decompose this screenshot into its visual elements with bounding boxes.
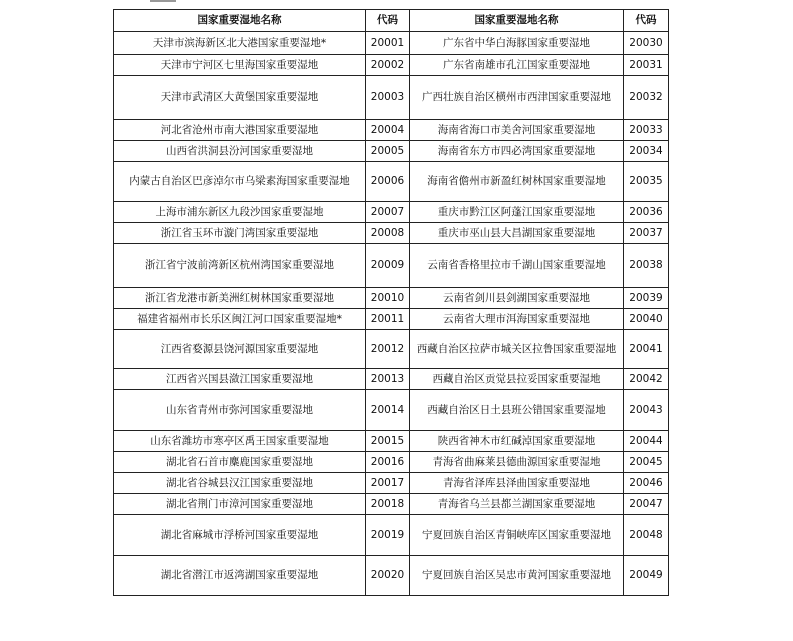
right-wetland-code: 20049 <box>624 556 669 596</box>
left-wetland-code: 20016 <box>366 452 410 473</box>
left-wetland-name: 上海市浦东新区九段沙国家重要湿地 <box>114 202 366 223</box>
table-row <box>114 55 669 76</box>
left-wetland-name: 湖北省谷城县汉江国家重要湿地 <box>114 473 366 494</box>
left-wetland-code: 20008 <box>366 223 410 244</box>
right-wetland-name: 云南省大理市洱海国家重要湿地 <box>410 309 624 330</box>
right-wetland-name: 陕西省神木市红碱淖国家重要湿地 <box>410 431 624 452</box>
right-wetland-name: 青海省曲麻莱县德曲源国家重要湿地 <box>410 452 624 473</box>
table-row <box>114 515 669 556</box>
right-wetland-code: 20044 <box>624 431 669 452</box>
wetland-table <box>113 9 669 596</box>
table-row <box>114 141 669 162</box>
right-wetland-code: 20037 <box>624 223 669 244</box>
right-wetland-code: 20042 <box>624 369 669 390</box>
table-row <box>114 473 669 494</box>
right-wetland-code: 20046 <box>624 473 669 494</box>
right-wetland-code: 20031 <box>624 55 669 76</box>
left-wetland-name: 内蒙古自治区巴彦淖尔市乌梁素海国家重要湿地 <box>114 162 366 202</box>
right-wetland-name: 青海省泽库县泽曲国家重要湿地 <box>410 473 624 494</box>
left-wetland-name: 江西省兴国县潋江国家重要湿地 <box>114 369 366 390</box>
table-row <box>114 76 669 120</box>
left-wetland-code: 20004 <box>366 120 410 141</box>
header-code-right: 代码 <box>624 10 669 32</box>
table-row <box>114 309 669 330</box>
right-wetland-name: 广东省中华白海豚国家重要湿地 <box>410 32 624 55</box>
table-row <box>114 494 669 515</box>
left-wetland-code: 20007 <box>366 202 410 223</box>
table-row <box>114 120 669 141</box>
right-wetland-name: 西藏自治区日土县班公错国家重要湿地 <box>410 390 624 431</box>
right-wetland-code: 20033 <box>624 120 669 141</box>
right-wetland-code: 20039 <box>624 288 669 309</box>
left-wetland-code: 20002 <box>366 55 410 76</box>
right-wetland-name: 广西壮族自治区横州市西津国家重要湿地 <box>410 76 624 120</box>
header-name-right: 国家重要湿地名称 <box>410 10 624 32</box>
right-wetland-name: 广东省南雄市孔江国家重要湿地 <box>410 55 624 76</box>
right-wetland-name: 青海省乌兰县都兰湖国家重要湿地 <box>410 494 624 515</box>
header-row <box>114 10 669 32</box>
left-wetland-name: 山东省青州市弥河国家重要湿地 <box>114 390 366 431</box>
right-wetland-name: 云南省香格里拉市千湖山国家重要湿地 <box>410 244 624 288</box>
table-row <box>114 390 669 431</box>
left-wetland-code: 20014 <box>366 390 410 431</box>
right-wetland-name: 西藏自治区贡觉县拉妥国家重要湿地 <box>410 369 624 390</box>
right-wetland-name: 重庆市巫山县大昌湖国家重要湿地 <box>410 223 624 244</box>
right-wetland-name: 重庆市黔江区阿蓬江国家重要湿地 <box>410 202 624 223</box>
header-code-left: 代码 <box>366 10 410 32</box>
left-wetland-name: 福建省福州市长乐区闽江河口国家重要湿地* <box>114 309 366 330</box>
right-wetland-code: 20032 <box>624 76 669 120</box>
left-wetland-code: 20015 <box>366 431 410 452</box>
table-row <box>114 32 669 55</box>
table-row <box>114 369 669 390</box>
left-wetland-code: 20005 <box>366 141 410 162</box>
left-wetland-code: 20017 <box>366 473 410 494</box>
table-row <box>114 330 669 369</box>
right-wetland-name: 海南省儋州市新盈红树林国家重要湿地 <box>410 162 624 202</box>
table-row <box>114 452 669 473</box>
left-wetland-name: 浙江省龙港市新美洲红树林国家重要湿地 <box>114 288 366 309</box>
right-wetland-code: 20047 <box>624 494 669 515</box>
left-wetland-name: 河北省沧州市南大港国家重要湿地 <box>114 120 366 141</box>
right-wetland-code: 20048 <box>624 515 669 556</box>
left-wetland-name: 湖北省荆门市漳河国家重要湿地 <box>114 494 366 515</box>
right-wetland-name: 海南省海口市美舍河国家重要湿地 <box>410 120 624 141</box>
right-wetland-code: 20030 <box>624 32 669 55</box>
right-wetland-code: 20041 <box>624 330 669 369</box>
left-wetland-code: 20006 <box>366 162 410 202</box>
left-wetland-name: 天津市武清区大黄堡国家重要湿地 <box>114 76 366 120</box>
right-wetland-code: 20036 <box>624 202 669 223</box>
left-wetland-code: 20009 <box>366 244 410 288</box>
left-wetland-name: 山西省洪洞县汾河国家重要湿地 <box>114 141 366 162</box>
left-wetland-name: 浙江省玉环市漩门湾国家重要湿地 <box>114 223 366 244</box>
right-wetland-code: 20035 <box>624 162 669 202</box>
left-wetland-code: 20020 <box>366 556 410 596</box>
table-row <box>114 162 669 202</box>
table-row <box>114 431 669 452</box>
left-wetland-code: 20003 <box>366 76 410 120</box>
left-wetland-code: 20018 <box>366 494 410 515</box>
table-row <box>114 556 669 596</box>
right-wetland-name: 云南省剑川县剑湖国家重要湿地 <box>410 288 624 309</box>
left-wetland-name: 江西省婺源县饶河源国家重要湿地 <box>114 330 366 369</box>
left-wetland-name: 天津市滨海新区北大港国家重要湿地* <box>114 32 366 55</box>
left-wetland-name: 湖北省麻城市浮桥河国家重要湿地 <box>114 515 366 556</box>
table-row <box>114 288 669 309</box>
left-wetland-name: 湖北省潜江市返湾湖国家重要湿地 <box>114 556 366 596</box>
left-wetland-name: 山东省潍坊市寒亭区禹王国家重要湿地 <box>114 431 366 452</box>
right-wetland-code: 20043 <box>624 390 669 431</box>
left-wetland-name: 浙江省宁波前湾新区杭州湾国家重要湿地 <box>114 244 366 288</box>
right-wetland-name: 海南省东方市四必湾国家重要湿地 <box>410 141 624 162</box>
right-wetland-name: 宁夏回族自治区青铜峡库区国家重要湿地 <box>410 515 624 556</box>
right-wetland-name: 宁夏回族自治区吴忠市黄河国家重要湿地 <box>410 556 624 596</box>
left-wetland-name: 天津市宁河区七里海国家重要湿地 <box>114 55 366 76</box>
right-wetland-code: 20038 <box>624 244 669 288</box>
left-wetland-code: 20011 <box>366 309 410 330</box>
table-row <box>114 202 669 223</box>
left-wetland-code: 20010 <box>366 288 410 309</box>
left-wetland-code: 20019 <box>366 515 410 556</box>
right-wetland-name: 西藏自治区拉萨市城关区拉鲁国家重要湿地 <box>410 330 624 369</box>
left-wetland-name: 湖北省石首市麋鹿国家重要湿地 <box>114 452 366 473</box>
right-wetland-code: 20034 <box>624 141 669 162</box>
table-row <box>114 223 669 244</box>
right-wetland-code: 20045 <box>624 452 669 473</box>
left-wetland-code: 20013 <box>366 369 410 390</box>
left-wetland-code: 20001 <box>366 32 410 55</box>
table-row <box>114 244 669 288</box>
right-wetland-code: 20040 <box>624 309 669 330</box>
top-fragment-line <box>150 0 176 2</box>
header-name-left: 国家重要湿地名称 <box>114 10 366 32</box>
left-wetland-code: 20012 <box>366 330 410 369</box>
